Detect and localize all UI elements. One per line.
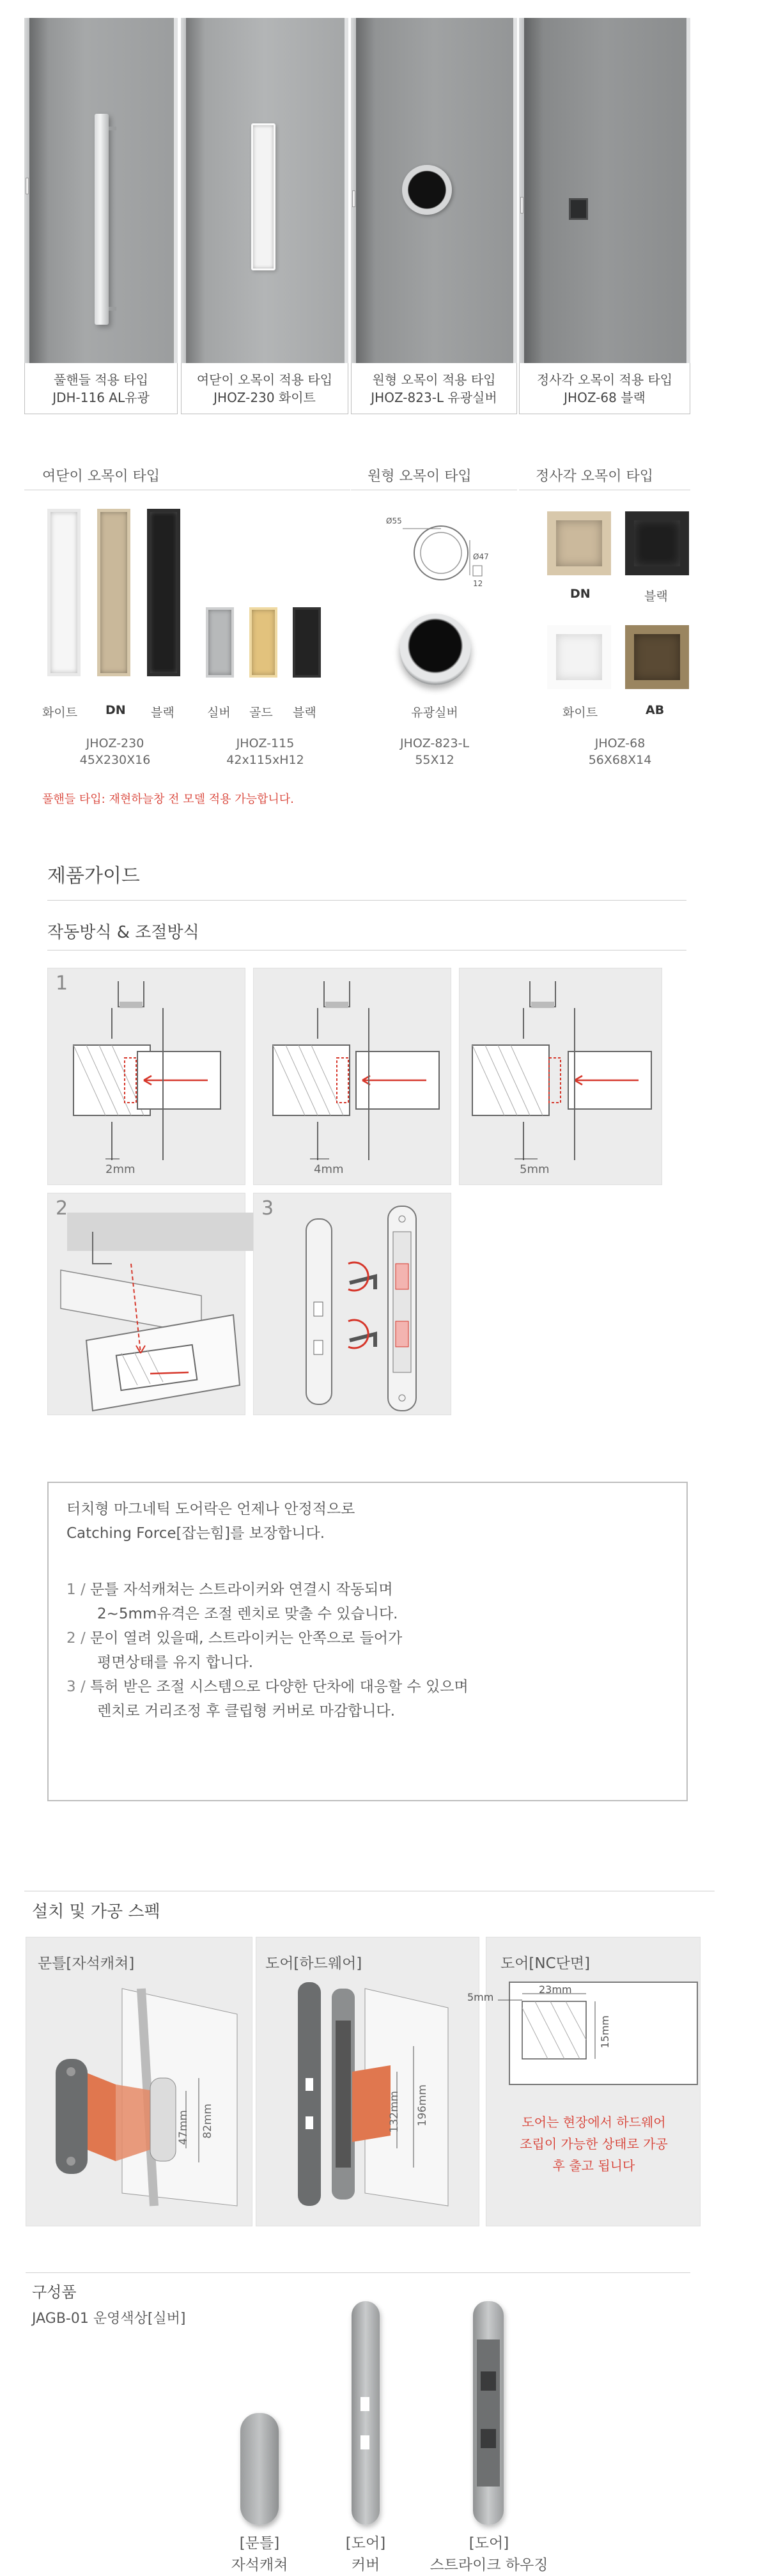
jhoz230-color-white: 화이트 — [42, 706, 78, 720]
square-dn-image — [547, 511, 611, 575]
jhoz115-color-gold: 골드 — [249, 706, 273, 720]
guide-desc-line-2: Catching Force[잡는힘]를 보장합니다. — [66, 1525, 325, 1542]
door-photo-pull-handle — [24, 18, 178, 363]
component-cover-image — [352, 2301, 380, 2525]
square-spec: JHOZ-68 56X68X14 — [588, 736, 652, 767]
square-color-black: 블랙 — [644, 589, 668, 603]
round-recess-title: 원형 오목이 타입 — [368, 469, 472, 485]
square-recess-title: 정사각 오목이 타입 — [536, 469, 654, 485]
component-label-magnet-catcher: [문틀] 자석캐쳐 — [231, 2535, 288, 2573]
door-photo-sliding-recess — [181, 18, 348, 363]
guide-description-box: 터치형 마그네틱 도어락은 언제나 안정적으로 Catching Force[잡는힘]를 보장합니다. 1 / 문틀 자석캐쳐는 스트라이커와 연결시 작동되며 2~5mm유격은 조절 렌치로 맞출 수 있습니다. 2 / 문이 열려 있을때, 스트라이커는 안쪽으로 들어가 평면상태를 유지 합니다. 3 / 특허 받은 조절 시스템으로 다양한 단차에 대응할 수 있으며 렌치로 거리조정 후 클립형 커버로 마감합니다. — [47, 1482, 688, 1801]
door-photo-round-recess — [351, 18, 517, 363]
round-color: 유광실버 — [411, 706, 458, 720]
jhoz115-color-black: 블랙 — [293, 706, 316, 720]
guide-panel-1a: 1 2mm — [47, 968, 245, 1185]
jhoz230-color-black: 블랙 — [151, 706, 174, 720]
square-color-white: 화이트 — [562, 706, 598, 720]
round-handle-photo — [399, 614, 471, 685]
door-caption-2: 원형 오목이 적용 타입 JHOZ-823-L 유광실버 — [351, 363, 517, 414]
round-dim-outer: Ø55 — [386, 516, 402, 525]
guide-item-3: 3 / 특허 받은 조절 시스템으로 다양한 단차에 대응할 수 있으며 — [66, 1679, 469, 1695]
guide-panel-1b — [253, 968, 451, 1185]
pull-handle-note: 풀핸들 타입: 재현하늘창 전 모델 적용 가능합니다. — [42, 793, 294, 806]
square-color-dn: DN — [570, 587, 591, 601]
jhoz115-spec: JHOZ-115 42x115xH12 — [226, 736, 304, 767]
door-caption-0: 풀핸들 적용 타입 JDH-116 AL유광 — [24, 363, 178, 414]
door-caption-1: 여닫이 오목이 적용 타입 JHOZ-230 화이트 — [181, 363, 348, 414]
square-white-image — [547, 625, 611, 689]
door-photo-square-recess — [519, 18, 690, 363]
jhoz115-color-silver: 실버 — [207, 706, 231, 720]
door-caption-3: 정사각 오목이 적용 타입 JHOZ-68 블랙 — [519, 363, 690, 414]
install-frame-panel: 문틀[자석캐쳐] 47mm 82mm — [26, 1937, 252, 2226]
component-label-cover: [도어] 커버 — [345, 2535, 386, 2573]
gap-dim-4mm: 4mm — [314, 1163, 344, 1176]
sliding-recess-title: 여닫이 오목이 타입 — [42, 469, 160, 485]
jhoz115-silver-image — [206, 607, 234, 678]
components-model: JAGB-01 운영색상[실버] — [32, 2311, 186, 2327]
component-label-strike-housing: [도어] 스트라이크 하우징 — [430, 2535, 548, 2573]
round-dim-depth: 12 — [473, 579, 483, 588]
component-magnet-catcher-image — [240, 2413, 279, 2525]
guide-panel-3: 3 — [253, 1193, 451, 1415]
pull-handle-image — [95, 114, 109, 325]
guide-item-2: 2 / 문이 열려 있을때, 스트라이커는 안쪽으로 들어가 — [66, 1630, 403, 1647]
gap-dim-5mm: 5mm — [520, 1163, 550, 1176]
jhoz230-color-dn: DN — [105, 703, 126, 717]
jhoz230-black-image — [147, 509, 180, 676]
jhoz230-dn-image — [97, 509, 130, 676]
square-ab-image — [625, 625, 689, 689]
jhoz115-black-image — [293, 607, 321, 678]
jhoz230-white-image — [47, 509, 81, 676]
square-handle-image — [569, 198, 588, 220]
guide-subtitle: 작동방식 & 조절방식 — [47, 923, 199, 942]
guide-panel-2: 2 — [47, 1193, 245, 1415]
round-spec: JHOZ-823-L 55X12 — [399, 736, 470, 767]
install-title: 설치 및 가공 스펙 — [32, 1902, 160, 1921]
round-handle-image — [402, 165, 452, 215]
components-title: 구성품 — [32, 2283, 77, 2301]
guide-item-1: 1 / 문틀 자석캐쳐는 스트라이커와 연결시 작동되며 — [66, 1581, 393, 1598]
guide-panel-1c — [459, 968, 662, 1185]
jhoz230-spec: JHOZ-230 45X230X16 — [79, 736, 151, 767]
install-door-hw-panel: 도어[하드웨어] 132mm 196mm — [256, 1937, 479, 2226]
gap-dim-2mm: 2mm — [105, 1163, 136, 1176]
install-door-nc-panel: 도어[NC단면] 5mm 23mm 15mm 도어는 현장에서 하드웨어 조립이 가능한 상태로 가공 후 출고 됩니다 — [486, 1937, 701, 2226]
round-handle-drawing — [377, 515, 499, 591]
component-strike-housing-image — [473, 2301, 504, 2525]
guide-desc-line-1: 터치형 마그네틱 도어락은 언제나 안정적으로 — [66, 1501, 355, 1517]
square-black-image — [625, 511, 689, 575]
nc-note: 도어는 현장에서 하드웨어 조립이 가능한 상태로 가공 후 출고 됩니다 — [520, 2114, 668, 2173]
recess-handle-white-image — [251, 123, 275, 270]
round-dim-inner: Ø47 — [473, 552, 489, 561]
guide-title: 제품가이드 — [47, 865, 140, 887]
square-color-ab: AB — [646, 703, 665, 717]
jhoz115-gold-image — [249, 607, 277, 678]
